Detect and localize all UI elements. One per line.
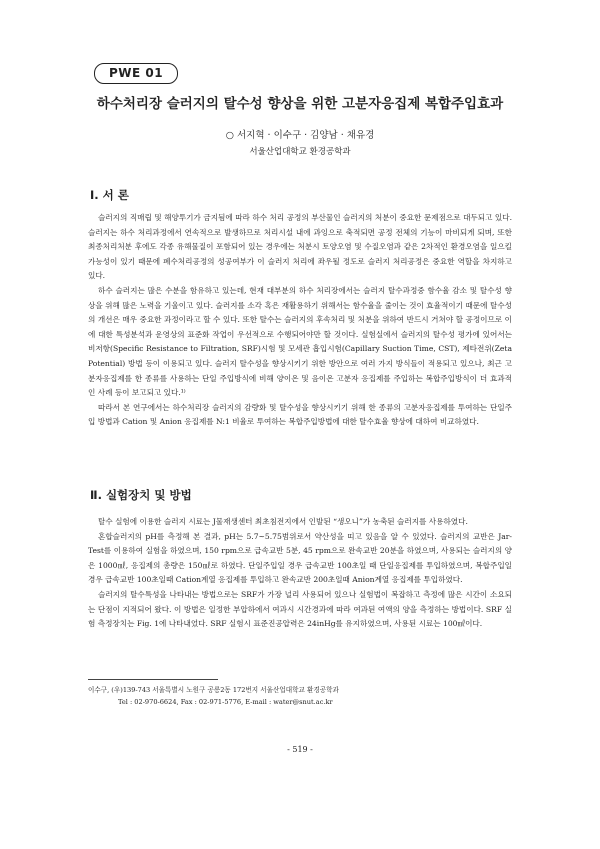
paper-title: 하수처리장 슬러지의 탈수성 향상을 위한 고분자응집제 복합주입효과 <box>96 96 504 112</box>
page-number: - 519 - <box>287 745 313 754</box>
author-list: ○ 서지혁 · 이수구 · 김양남 · 채유경 <box>225 130 375 141</box>
paragraph: 따라서 본 연구에서는 하수처리장 슬러지의 감량화 및 탈수성을 향상시키기 위해 한 종류의 고분자응집제를 투여하는 단일주입 방법과 Cation 및 Anion 응집제를 N:1 비율로 투여하는 복합주입방법에 대한 탈수효율 향상에 대하여 비교하였다. <box>88 402 512 427</box>
footnote-address: 이수구, (우)139-743 서울특별시 노원구 공릉2동 172번지 서울산업대학교 환경공학과 <box>88 686 339 694</box>
section-heading-introduction: Ⅰ. 서 론 <box>90 188 129 202</box>
session-tag: PWE 01 <box>94 63 178 84</box>
paragraph: 하수 슬러지는 많은 수분을 함유하고 있는데, 현재 대부분의 하수 처리장에서는 슬러지 탈수과정중 함수율 감소 및 탈수성 향상을 위해 많은 노력을 기울이고 있다. 슬러지를 소각 혹은 재활용하기 위해서는 함수율을 줄이는 것이 효율적이기 때문에 탈수성의 개선은 매우 중요한 과정이라고 할 수 있다. 또한 탈수는 슬러지의 후속처리 및 처분을 위하여 반드시 거쳐야 할 공정이므로 이에 대한 특성분석과 운영상의 표준화 작업이 우선적으로 수행되어야만 할 것이다. 실험실에서 슬러지의 탈수성 평가에 있어서는 비저항(Specific Resistance to Filtration, SRF)시험 및 모세관 흡입시험(Capillary Suction Time, CST), 제타전위(Zeta Potential) 방법 등이 이용되고 있다. 슬러지 탈수성을 향상시키기 위한 방안으로 여러 가지 방식들이 적용되고 있으나, 최근 고분자응집제를 한 종류를 사용하는 단일 주입방식에 비해 양이온 및 음이온 고분자 응집제를 주입하는 복합주입방식이 더 효과적인 사례 등이 보고되고 있다.¹⁾ <box>88 285 512 398</box>
paragraph: 슬러지의 직매립 및 해양투기가 금지됨에 따라 하수 처리 공정의 부산물인 슬러지의 처분이 중요한 문제점으로 대두되고 있다. 슬러지는 하수 처리과정에서 연속적으로 발생하므로 처리시설 내에 과잉으로 축적되면 공정 전체의 기능이 마비되게 되며, 또한 최종처리처분 후에도 각종 유해물질이 포함되어 있는 경우에는 처분시 토양오염 및 수질오염과 같은 2차적인 환경오염을 일으킬 가능성이 있기 때문에 폐수처리공정의 성공여부가 이 슬러지 처리에 좌우될 정도로 슬러지 처리공정은 중요한 역할을 차지하고 있다. <box>88 213 512 281</box>
section-body-methods <box>88 515 512 632</box>
section-heading-methods: Ⅱ. 실험장치 및 방법 <box>90 488 192 502</box>
paragraph: 탈수 실험에 이용한 슬러지 시료는 J물재생센터 최초침전지에서 인발된 “생오니”가 농축된 슬러지를 사용하였다. <box>98 517 468 526</box>
paragraph: 혼합슬러지의 pH를 측정해 본 결과, pH는 5.7~5.75범위로서 약산성을 띠고 있음을 알 수 있었다. 슬러지의 교반은 Jar-Test를 이용하여 실험을 하였으며, 150 rpm으로 급속교반 5분, 45 rpm으로 완속교반 20분을 하였으며, 사용되는 슬러지의 양은 1000㎖, 응집제의 총량은 150㎖로 하였다. 단일주입일 경우 급속교반 100초일 때 단일응집제를 투입하였으며, 복합주입일 경우 급속교반 100초일때 Cation계열 응집제를 투입하고 완속교반 200초일때 Anion계열 응집제를 투입하였다. <box>88 531 512 585</box>
footnote-contact: Tel : 02-970-6624, Fax : 02-971-5776, E-mail : water@snut.ac.kr <box>118 698 333 706</box>
affiliation: 서울산업대학교 환경공학과 <box>249 147 351 157</box>
footnote <box>88 684 512 708</box>
paragraph: 슬러지의 탈수특성을 나타내는 방법으로는 SRF가 가장 널리 사용되어 있으나 실험법이 복잡하고 측정에 많은 시간이 소요되는 단점이 지적되어 왔다. 이 방법은 일정한 부압하에서 여과시 시간경과에 따라 여과된 여액의 양을 측정하는 방법이다. SRF 실험 측정장치는 Fig. 1에 나타내었다. SRF 실험시 표준진공압력은 24inHg를 유지하였으며, 사용된 시료는 100㎖이다. <box>88 589 512 629</box>
section-body-introduction <box>88 211 512 430</box>
footnote-divider <box>88 679 218 680</box>
